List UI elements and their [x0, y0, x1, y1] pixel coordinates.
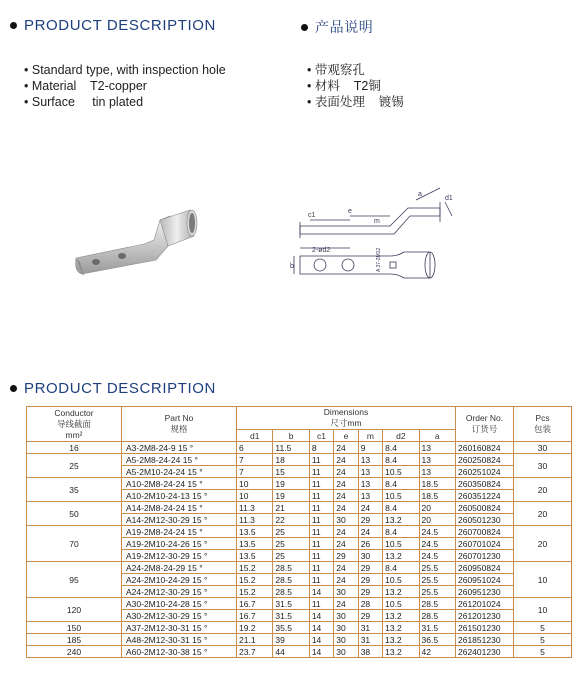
cell-dimension: 8.4 — [383, 478, 419, 490]
cell-dimension: 29 — [358, 514, 382, 526]
cell-dimension: 24 — [334, 574, 358, 586]
features-list-cn — [307, 62, 404, 110]
feature-item: • 材料 T2铜 — [307, 79, 381, 93]
cell-dimension: 11 — [309, 514, 333, 526]
cell-dimension: 19 — [273, 478, 309, 490]
cell-dimension: 24 — [334, 478, 358, 490]
cell-pcs: 20 — [514, 478, 572, 502]
cell-dimension: 24 — [334, 490, 358, 502]
cable-lug-photo — [72, 200, 212, 290]
cell-dimension: 28 — [358, 598, 382, 610]
cell-dimension: 13.5 — [237, 526, 273, 538]
cell-dimension: 24.5 — [419, 538, 455, 550]
cell-part-no: A5-2M8-24-24 15 ° — [122, 454, 237, 466]
cell-dimension: 28.5 — [419, 610, 455, 622]
cell-dimension: 11 — [309, 598, 333, 610]
feature-item: • Surface tin plated — [24, 95, 144, 109]
cell-order-no: 260160824 — [456, 442, 514, 454]
cell-dimension: 31 — [358, 634, 382, 646]
cell-order-no: 261201230 — [456, 610, 514, 622]
cell-part-no: A10-2M8-24-24 15 ° — [122, 478, 237, 490]
dim-label-holes: 2-ød2 — [312, 247, 331, 254]
cell-dimension: 24 — [358, 502, 382, 514]
cell-pcs: 5 — [514, 634, 572, 646]
table-row — [27, 634, 572, 646]
cell-pcs: 20 — [514, 502, 572, 526]
dim-label-e: e — [348, 208, 352, 215]
cell-pcs: 10 — [514, 562, 572, 598]
cell-dimension: 39 — [273, 634, 309, 646]
cell-dimension: 35.5 — [273, 622, 309, 634]
cell-dimension: 30 — [334, 634, 358, 646]
cell-dimension: 10 — [237, 490, 273, 502]
cell-conductor: 240 — [27, 646, 122, 658]
cell-part-no: A14-2M12-30-29 15 ° — [122, 514, 237, 526]
cell-dimension: 13.2 — [383, 622, 419, 634]
cell-dimension: 13 — [419, 466, 455, 478]
cell-order-no: 261501230 — [456, 622, 514, 634]
cell-order-no: 260951024 — [456, 574, 514, 586]
cell-part-no: A5-2M10-24-24 15 ° — [122, 466, 237, 478]
cell-dimension: 25 — [273, 526, 309, 538]
cell-dimension: 15.2 — [237, 586, 273, 598]
cell-dimension: 42 — [419, 646, 455, 658]
col-header-part-no: Part No 规格 — [122, 407, 237, 442]
cell-order-no: 260701230 — [456, 550, 514, 562]
cell-order-no: 260950824 — [456, 562, 514, 574]
cell-dimension: 8 — [309, 442, 333, 454]
lug-stamp-text: A 37-2M12 — [376, 247, 382, 272]
cell-dimension: 13.5 — [237, 538, 273, 550]
cell-order-no: 260501230 — [456, 514, 514, 526]
cell-dimension: 29 — [358, 610, 382, 622]
bullet-dot-icon — [10, 385, 17, 392]
col-header-dimensions: Dimensions 尺寸mm — [237, 407, 456, 430]
cell-dimension: 11 — [309, 466, 333, 478]
cell-conductor: 35 — [27, 478, 122, 502]
table-row — [27, 454, 572, 466]
cell-dimension: 11 — [309, 502, 333, 514]
table-row — [27, 478, 572, 490]
cell-order-no: 260500824 — [456, 502, 514, 514]
cell-part-no: A10-2M10-24-13 15 ° — [122, 490, 237, 502]
table-row — [27, 502, 572, 514]
cell-dimension: 31.5 — [273, 610, 309, 622]
cell-dimension: 24 — [334, 526, 358, 538]
cell-part-no: A19-2M10-24-26 15 ° — [122, 538, 237, 550]
cell-dimension: 8.4 — [383, 442, 419, 454]
cell-part-no: A3-2M8-24-9 15 ° — [122, 442, 237, 454]
cell-dimension: 24 — [358, 526, 382, 538]
cell-dimension: 11 — [309, 454, 333, 466]
cell-dimension: 30 — [334, 610, 358, 622]
cell-dimension: 14 — [309, 646, 333, 658]
cell-dimension: 11.5 — [273, 442, 309, 454]
cell-dimension: 30 — [334, 622, 358, 634]
bullet-dot-icon — [10, 22, 17, 29]
cell-dimension: 28.5 — [419, 598, 455, 610]
cell-conductor: 95 — [27, 562, 122, 598]
cell-dimension: 10 — [237, 478, 273, 490]
cell-dimension: 10.5 — [383, 466, 419, 478]
cell-part-no: A24-2M12-30-29 15 ° — [122, 586, 237, 598]
cell-dimension: 25.5 — [419, 574, 455, 586]
cell-dimension: 44 — [273, 646, 309, 658]
cell-pcs: 5 — [514, 622, 572, 634]
cell-dimension: 7 — [237, 466, 273, 478]
col-header-dim-d2: d2 — [383, 430, 419, 442]
cell-dimension: 8.4 — [383, 526, 419, 538]
cell-conductor: 150 — [27, 622, 122, 634]
cell-dimension: 14 — [309, 610, 333, 622]
cell-order-no: 260250824 — [456, 454, 514, 466]
cell-dimension: 13.2 — [383, 610, 419, 622]
cell-dimension: 11 — [309, 538, 333, 550]
cell-dimension: 11 — [309, 562, 333, 574]
col-header-dim-a: a — [419, 430, 455, 442]
cell-dimension: 28.5 — [273, 574, 309, 586]
cell-dimension: 7 — [237, 454, 273, 466]
cell-dimension: 11.3 — [237, 514, 273, 526]
cell-conductor: 120 — [27, 598, 122, 622]
cell-dimension: 13 — [358, 490, 382, 502]
cell-dimension: 13 — [419, 454, 455, 466]
cell-order-no: 261851230 — [456, 634, 514, 646]
cell-order-no: 260951230 — [456, 586, 514, 598]
cell-order-no: 260700824 — [456, 526, 514, 538]
cell-part-no: A19-2M12-30-29 15 ° — [122, 550, 237, 562]
col-header-dim-c1: c1 — [309, 430, 333, 442]
cell-conductor: 70 — [27, 526, 122, 562]
table-row — [27, 526, 572, 538]
cell-part-no: A60-2M12-30-38 15 ° — [122, 646, 237, 658]
section1-title-en-text: PRODUCT DESCRIPTION — [24, 17, 216, 34]
cell-dimension: 24 — [334, 562, 358, 574]
feature-item: • 表面处理 镀锡 — [307, 95, 404, 109]
cell-dimension: 11 — [309, 550, 333, 562]
cell-dimension: 25.5 — [419, 562, 455, 574]
cell-dimension: 21 — [273, 502, 309, 514]
cell-part-no: A14-2M8-24-24 15 ° — [122, 502, 237, 514]
cell-conductor: 50 — [27, 502, 122, 526]
cell-dimension: 25 — [273, 550, 309, 562]
cell-dimension: 19 — [273, 490, 309, 502]
cell-dimension: 11 — [309, 490, 333, 502]
cell-dimension: 21.1 — [237, 634, 273, 646]
cell-dimension: 8.4 — [383, 562, 419, 574]
section2-title-en-text: PRODUCT DESCRIPTION — [24, 380, 216, 397]
cell-pcs: 30 — [514, 454, 572, 478]
cell-part-no: A24-2M8-24-29 15 ° — [122, 562, 237, 574]
cell-dimension: 11 — [309, 574, 333, 586]
section2-title-en — [10, 380, 216, 397]
cell-dimension: 24 — [334, 454, 358, 466]
col-header-dim-d1: d1 — [237, 430, 273, 442]
cell-dimension: 38 — [358, 646, 382, 658]
cell-dimension: 15.2 — [237, 574, 273, 586]
cell-dimension: 29 — [334, 550, 358, 562]
cell-dimension: 24 — [334, 502, 358, 514]
feature-item: • Standard type, with inspection hole — [24, 63, 226, 77]
cell-dimension: 13 — [419, 442, 455, 454]
cell-dimension: 6 — [237, 442, 273, 454]
col-header-pcs: Pcs 包装 — [514, 407, 572, 442]
cell-dimension: 13.2 — [383, 586, 419, 598]
cell-dimension: 11 — [309, 526, 333, 538]
col-header-dim-b: b — [273, 430, 309, 442]
cell-dimension: 36.5 — [419, 634, 455, 646]
section1-title-cn — [301, 17, 373, 37]
cell-part-no: A30-2M12-30-29 15 ° — [122, 610, 237, 622]
cell-conductor: 185 — [27, 634, 122, 646]
dim-label-a: a — [418, 191, 422, 198]
cell-dimension: 30 — [334, 586, 358, 598]
cell-dimension: 24.5 — [419, 526, 455, 538]
col-header-dim-m: m — [358, 430, 382, 442]
cell-dimension: 28.5 — [273, 562, 309, 574]
cell-dimension: 9 — [358, 442, 382, 454]
cell-pcs: 30 — [514, 442, 572, 454]
cell-dimension: 23.7 — [237, 646, 273, 658]
cell-conductor: 25 — [27, 454, 122, 478]
cell-dimension: 24.5 — [419, 550, 455, 562]
cell-dimension: 24 — [334, 466, 358, 478]
cell-dimension: 24 — [334, 538, 358, 550]
cell-dimension: 29 — [358, 586, 382, 598]
cell-dimension: 10.5 — [383, 574, 419, 586]
cell-dimension: 13.2 — [383, 634, 419, 646]
cell-order-no: 260701024 — [456, 538, 514, 550]
cell-pcs: 20 — [514, 526, 572, 562]
cell-dimension: 15.2 — [237, 562, 273, 574]
cell-dimension: 18 — [273, 454, 309, 466]
feature-item: • 带观察孔 — [307, 63, 365, 77]
cell-dimension: 14 — [309, 634, 333, 646]
cell-dimension: 25 — [273, 538, 309, 550]
cell-dimension: 13.2 — [383, 646, 419, 658]
cell-dimension: 13 — [358, 454, 382, 466]
cell-pcs: 5 — [514, 646, 572, 658]
cell-dimension: 31 — [358, 622, 382, 634]
section1-title-en — [10, 17, 216, 34]
cell-order-no: 260351224 — [456, 490, 514, 502]
cell-dimension: 26 — [358, 538, 382, 550]
bullet-dot-icon — [301, 24, 308, 31]
cell-dimension: 30 — [334, 514, 358, 526]
cell-dimension: 11.3 — [237, 502, 273, 514]
feature-item: • Material T2-copper — [24, 79, 147, 93]
cell-dimension: 16.7 — [237, 598, 273, 610]
cell-dimension: 25.5 — [419, 586, 455, 598]
section1-title-cn-text: 产品说明 — [315, 19, 374, 35]
table-row — [27, 622, 572, 634]
col-header-order-no: Order No. 订货号 — [456, 407, 514, 442]
col-header-dim-e: e — [334, 430, 358, 442]
cell-part-no: A30-2M10-24-28 15 ° — [122, 598, 237, 610]
table-row — [27, 442, 572, 454]
cell-dimension: 28.5 — [273, 586, 309, 598]
cell-dimension: 18.5 — [419, 490, 455, 502]
cell-order-no: 260251024 — [456, 466, 514, 478]
cell-dimension: 10.5 — [383, 598, 419, 610]
cell-dimension: 11 — [309, 478, 333, 490]
cell-order-no: 262401230 — [456, 646, 514, 658]
cell-dimension: 24 — [334, 598, 358, 610]
cell-order-no: 260350824 — [456, 478, 514, 490]
dim-label-c1: c1 — [308, 212, 316, 219]
cell-dimension: 10.5 — [383, 490, 419, 502]
cell-part-no: A24-2M10-24-29 15 ° — [122, 574, 237, 586]
dim-label-b: b — [290, 263, 294, 270]
cable-lug-technical-drawing — [290, 182, 460, 302]
spec-table — [26, 406, 572, 658]
cell-dimension: 20 — [419, 514, 455, 526]
cell-dimension: 30 — [358, 550, 382, 562]
cell-dimension: 24 — [334, 442, 358, 454]
dim-label-d1: d1 — [445, 195, 453, 202]
col-header-conductor: Conductor 导线截面 mm² — [27, 407, 122, 442]
cell-dimension: 13 — [358, 466, 382, 478]
cell-part-no: A48-2M12-30-31 15 ° — [122, 634, 237, 646]
cell-dimension: 30 — [334, 646, 358, 658]
cell-dimension: 31.5 — [273, 598, 309, 610]
cell-order-no: 261201024 — [456, 598, 514, 610]
cell-dimension: 14 — [309, 622, 333, 634]
table-row — [27, 646, 572, 658]
cell-dimension: 20 — [419, 502, 455, 514]
cell-pcs: 10 — [514, 598, 572, 622]
cell-dimension: 8.4 — [383, 502, 419, 514]
cell-dimension: 19.2 — [237, 622, 273, 634]
cell-dimension: 16.7 — [237, 610, 273, 622]
cell-dimension: 29 — [358, 574, 382, 586]
cell-dimension: 15 — [273, 466, 309, 478]
dim-label-m: m — [374, 218, 380, 225]
cell-dimension: 22 — [273, 514, 309, 526]
cell-dimension: 13.5 — [237, 550, 273, 562]
cell-dimension: 13 — [358, 478, 382, 490]
cell-part-no: A19-2M8-24-24 15 ° — [122, 526, 237, 538]
cell-part-no: A37-2M12-30-31 15 ° — [122, 622, 237, 634]
table-row — [27, 598, 572, 610]
cell-dimension: 18.5 — [419, 478, 455, 490]
cell-dimension: 29 — [358, 562, 382, 574]
cell-dimension: 14 — [309, 586, 333, 598]
cell-dimension: 13.2 — [383, 514, 419, 526]
cell-dimension: 8.4 — [383, 454, 419, 466]
table-row — [27, 562, 572, 574]
cell-dimension: 10.5 — [383, 538, 419, 550]
cell-dimension: 13.2 — [383, 550, 419, 562]
cell-dimension: 31.5 — [419, 622, 455, 634]
cell-conductor: 16 — [27, 442, 122, 454]
features-list-en — [24, 62, 226, 110]
